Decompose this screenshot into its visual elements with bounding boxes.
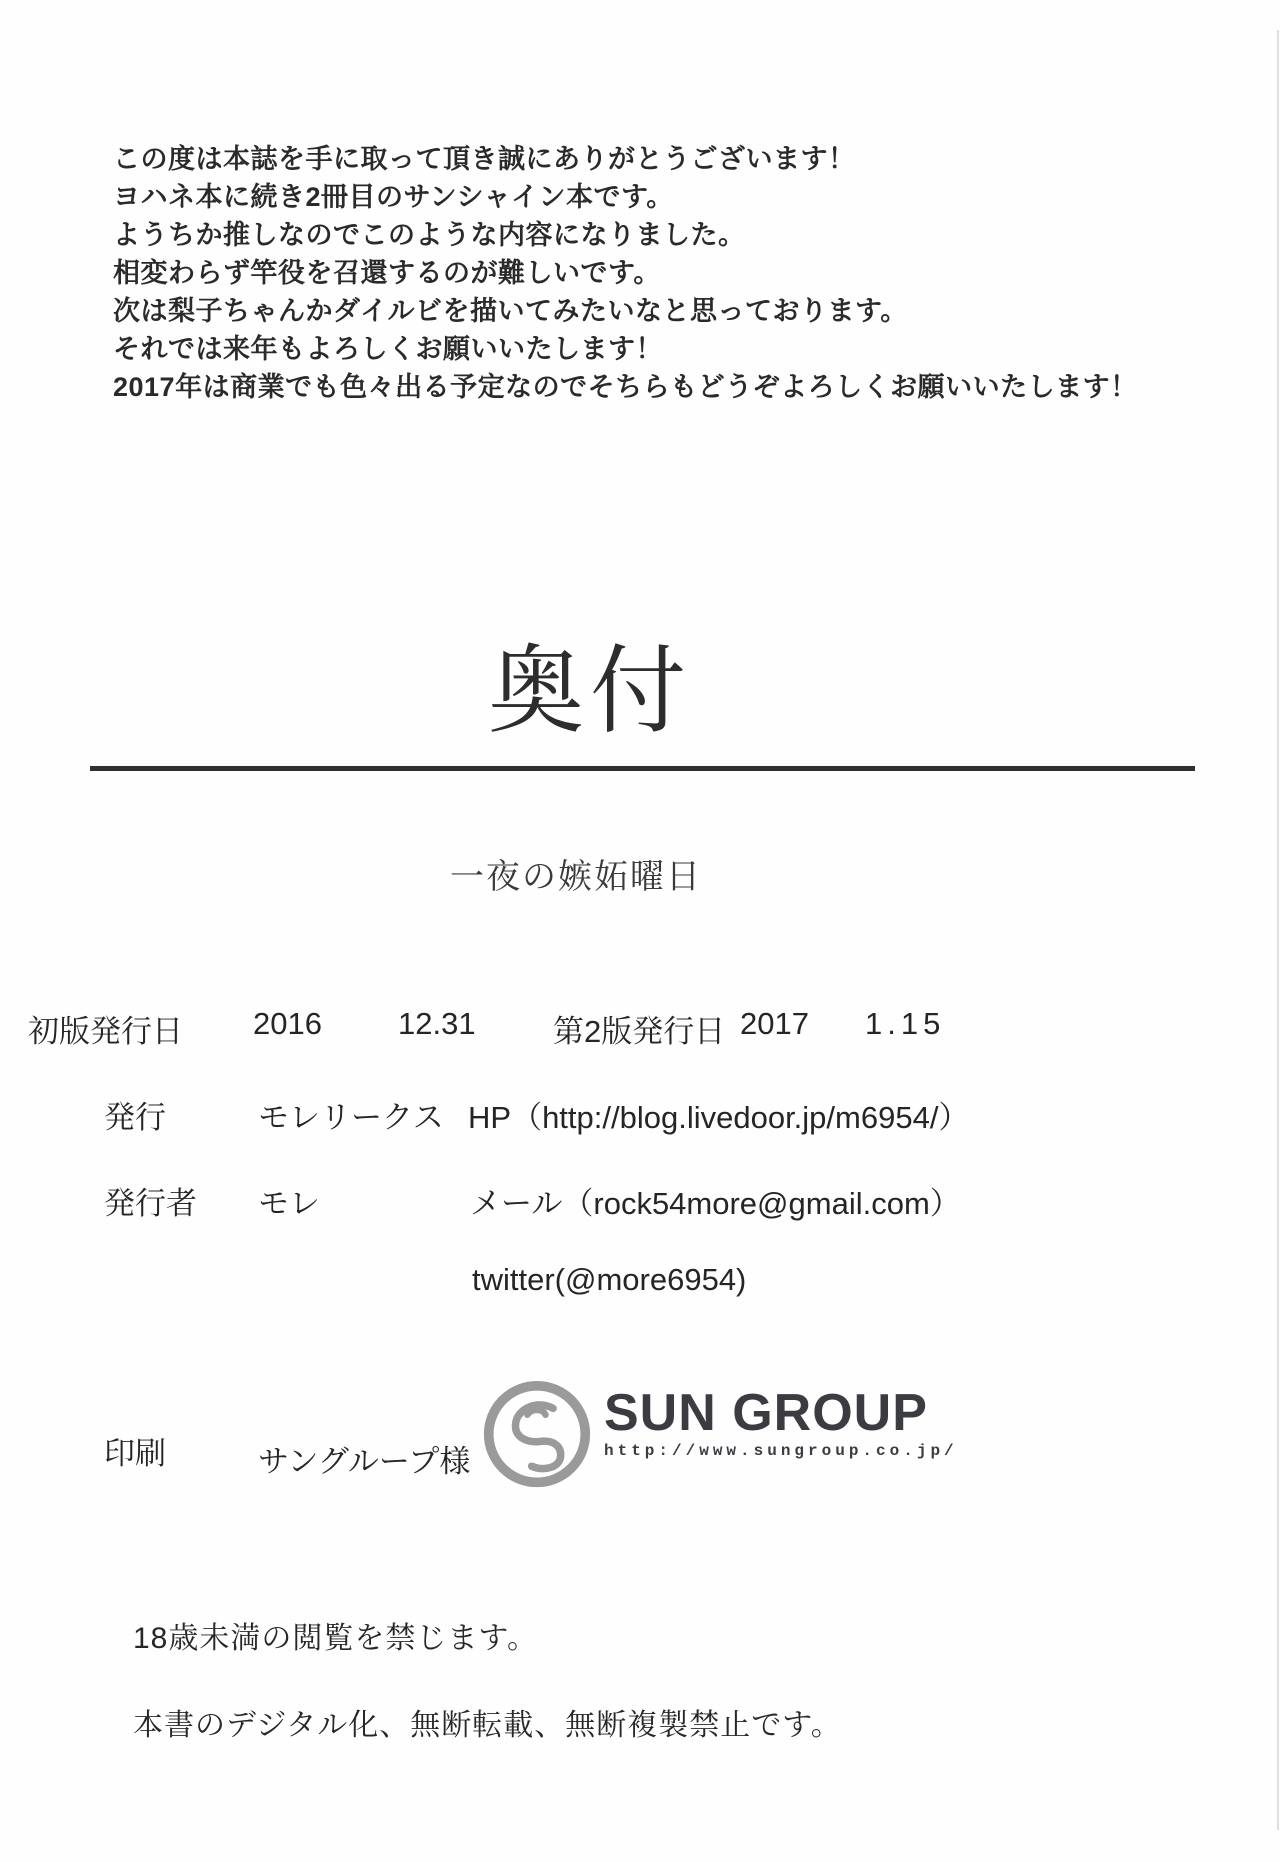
first-edition-date: 12.31 <box>398 1006 476 1041</box>
afterword-line: ようちか推しなのでこのような内容になりました。 <box>113 220 746 250</box>
publisher-homepage-url: HP（http://blog.livedoor.jp/m6954/） <box>468 1100 970 1135</box>
afterword-line: この度は本誌を手に取って頂き誠にありがとうございます！ <box>113 144 856 174</box>
publisher-name: モレリークス <box>258 1100 444 1135</box>
afterword-line: 相変わらず竿役を召還するのが難しいです。 <box>113 258 661 288</box>
second-edition-label: 第2版発行日 <box>553 1014 726 1049</box>
first-edition-year: 2016 <box>253 1006 322 1041</box>
afterword-line: 次は梨子ちゃんかダイルビを描いてみたいなと思っております。 <box>113 296 908 326</box>
book-title: 一夜の嫉妬曜日 <box>450 858 702 896</box>
author-name: モレ <box>258 1186 320 1221</box>
author-email: メール（rock54more@gmail.com） <box>470 1186 961 1221</box>
afterword-text <box>113 140 1223 406</box>
printer-label: 印刷 <box>104 1436 166 1471</box>
afterword-line: 2017年は商業でも色々出る予定なのでそちらもどうぞよろしくお願いいたします！ <box>113 372 1138 402</box>
age-restriction-notice: 18歳未満の閲覧を禁じます。 <box>133 1622 538 1655</box>
sun-group-url: http://www.sungroup.co.jp/ <box>604 1442 958 1460</box>
afterword-line: それでは来年もよろしくお願いいたします！ <box>113 334 663 364</box>
afterword-line: ヨハネ本に続き2冊目のサンシャイン本です。 <box>113 182 674 212</box>
publisher-label: 発行 <box>104 1100 166 1135</box>
second-edition-year: 2017 <box>740 1006 809 1041</box>
printer-name: サングループ様 <box>258 1444 471 1479</box>
sun-group-ring-monogram-icon <box>478 1372 596 1494</box>
sun-group-wordmark: SUN GROUP <box>604 1384 928 1442</box>
title-divider-rule <box>90 766 1195 771</box>
copyright-notice: 本書のデジタル化、無断転載、無断複製禁止です。 <box>133 1709 842 1742</box>
scan-edge-artifact <box>1277 30 1279 1830</box>
author-label: 発行者 <box>104 1186 197 1221</box>
colophon-title: 奥付 <box>488 638 692 745</box>
second-edition-date: 1.15 <box>865 1006 946 1041</box>
author-twitter: twitter(@more6954) <box>472 1262 747 1297</box>
sun-group-logo <box>478 1372 958 1494</box>
first-edition-label: 初版発行日 <box>28 1014 183 1049</box>
sun-group-lockup <box>604 1372 958 1460</box>
